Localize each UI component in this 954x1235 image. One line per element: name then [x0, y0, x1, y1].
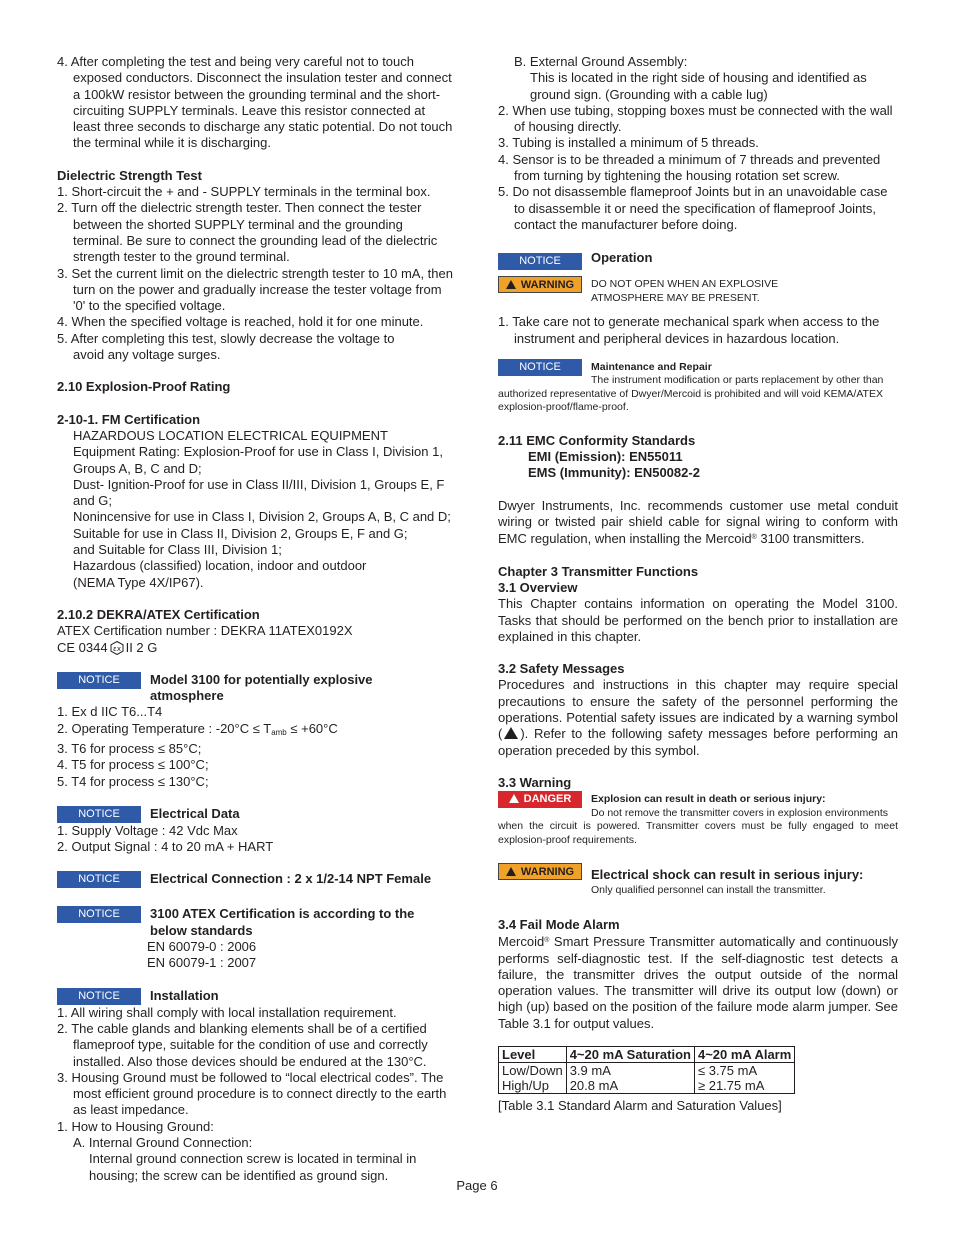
notice-operation: NOTICE Operation [498, 253, 898, 270]
safety-text: Procedures and instructions in this chapter may require special precautions to ensure the safety of the personnel performing the operations. Potential safety issues are indicated by a warning symbol ( ). Refer to the following safety messages before performing an operation preceded by this symbol. [498, 677, 898, 758]
warning-badge: WARNING [498, 276, 582, 293]
notice-badge: NOTICE [57, 806, 141, 823]
ex-hexagon-icon [110, 641, 124, 655]
tubing-list: 2. When use tubing, stopping boxes must be connected with the wall of housing directly. 3. Tubing is installed a minimum of 5 threads. 4. Sensor is to be threaded a minimum of 7 threads and prevented from turning by tightening the housing rotation set screw. 5. Do not disassemble flameproof Joints but in an unavoidable case to disassemble it or need the specification of flameproof Joints, contact the manufacturer before doing. [498, 102, 893, 232]
warning-triangle-icon [506, 280, 516, 289]
notice-maintenance: NOTICE Maintenance and Repair The instrument modification or parts replacement by other than [498, 359, 898, 388]
fm-rating: HAZARDOUS LOCATION ELECTRICAL EQUIPMENT Equipment Rating: Explosion-Proof for use in Class I, Division 1, Groups A, B, C and D; Dust- Ignition-Proof for use in Class II/III, Division 1, Groups E, F and G; Nonincensive for use in Class I, Division 2, Groups A, B, C and D; Suitable for use in Class II, Division 2, Groups E, F and G; and Suitable for Class III, Division 1; Hazardous (classified) location, indoor and outdoor (NEMA Type 4X/IP67). [73, 427, 451, 590]
notice-installation: NOTICE Installation [57, 988, 459, 1005]
page-number: Page 6 [456, 1178, 498, 1193]
fm-heading: 2-10-1. FM Certification [57, 411, 201, 427]
dielectric-heading: Dielectric Strength Test [57, 167, 202, 183]
fail-mode-heading: 3.4 Fail Mode Alarm [498, 917, 620, 932]
danger-explosion: DANGER Explosion can result in death or serious injury: Do not remove the transmitter covers in explosion environments [498, 791, 898, 820]
ce-marking: CE 0344 εx II 2 G [57, 639, 158, 655]
safety-heading: 3.2 Safety Messages [498, 661, 625, 677]
notice-badge: NOTICE [57, 906, 141, 923]
danger-badge: DANGER [498, 791, 582, 808]
warning-operation: WARNING DO NOT OPEN WHEN AN EXPLOSIVE ATMOSPHERE MAY BE PRESENT. [498, 276, 898, 305]
fail-mode-text: Mercoid® Smart Pressure Transmitter automatically and continuously performs self-diagnostic test. If the self-diagnostic test detects a failure, the transmitter drives the output outside of the normal operation values. The transmitter will drive its output low (down) or high (up) based on the position of the failure mode alarm jumper. See Table 3.1 for output values. [498, 934, 898, 1031]
installation-list: 1. All wiring shall comply with local installation requirement. 2. The cable glands and blanking elements shall be of a certified flameproof type, suitable for the condition of use and correctly installed. Also those devices should be endured at the 130°C. 3. Housing Ground must be followed to “local electrical codes”. The most efficient ground procedure is to connect directly to the earth as least impedance. 1. How to Housing Ground: A. Internal Ground Connection: Internal ground connection screw is located in terminal in housing; the screw can be identified as ground sign. [57, 1004, 447, 1183]
model-list: 1. Ex d IIC T6...T4 2. Operating Temperature : $-20^\circ C \le T_{amb} \le +60^\circ C$ 3. T6 for process ≤ 85°C; 4. T5 for process ≤ 100°C; 5. T4 for process ≤ 130°C; [57, 704, 338, 789]
table-header-row: Level 4~20 mA Saturation 4~20 mA Alarm [499, 1047, 795, 1063]
svg-text:εx: εx [112, 644, 121, 653]
right-column: B. External Ground Assembly: This is located in the right side of housing and identified as ground sign. (Grounding with a cable lug) 2. When use tubing, stopping boxes must be connected with the wall of housing directly. 3. Tubing is installed a minimum of 5 threads. 4. Sensor is to be threaded a minimum of 7 threads and prevented from turning by tightening the housing rotation set screw. 5. Do not disassemble flameproof Joints but in an unavoidable case to disassemble it or need the specification of flameproof Joints, contact the manufacturer before doing. NOTICE Operation WARNING DO NOT OPEN WHEN AN EXPLOSIVE ATMOSPHERE MAY BE PRESENT. 1. Take care not to generate mechanical spark when access to the instrument and peripheral devices in hazardous location. NOTICE Maintenance and Repair The instrument modification or parts replacement by other than authorized representative of Dwyer/Mercoid is prohibited and will void KEMA/ATEX explosion-proof/flame-proof. 2.11 EMC Conformity Standards EMI (Emission): EN55011 EMS (Immunity): EN50082-2 Dwyer Instruments, Inc. recommends customer use metal conduit wiring or twisted pair shield cable for signal wiring to conform with EMC regulation, when installing the Mercoid® 3100 transmitters. Chapter 3 Transmitter Functions 3.1 Overview This Chapter contains information on operating the Model 3100. Tasks that should be performed on the bench prior to installation are explained in this chapter. 3.2 Safety Messages Procedures and instructions in this chapter may require special precautions to ensure the safety of the personnel performing the operations. Potential safety issues are indicated by a warning symbol ( ). Refer to the following safety messages before performing an operation preceded by this symbol. 3.3 Warning DANGER Explosion can result in death or serious injury: Do not remove the transmitter covers in explosion environments when the circuit is powered. Transmitter covers must be fully engaged to meet explosion-proof requirements. WARNING Electrical shock can result in serious injury: Only qualified personnel can install the transmitter. 3.4 Fail Mode Alarm Mercoid® Smart Pressure Transmitter automatically and continuously performs self-diagnostic test. If the self-diagnostic test detects a failure, the transmitter drives the output outside of the normal operation values. The transmitter will drive its output low (down) or high (up) based on the position of the failure mode alarm jumper. See Table 3.1 for output values. Level 4~20 mA Saturation 4~20 mA Alarm Low/Down 3.9 mA ≤ 3.75 mA High/Up 20.8 mA ≥ 21.75 mA [Table 3.1 Standard Alarm and Saturation Values] [498, 54, 898, 1114]
emc-heading: 2.11 EMC Conformity Standards [498, 432, 696, 448]
warning-shock: WARNING Electrical shock can result in serious injury: Only qualified personnel can install the transmitter. [498, 863, 898, 897]
left-column: 4. After completing the test and being very careful not to touch exposed conductors. Disconnect the insulation tester and connect a 100kW resistor between the grounding terminal and the short- circuiting SUPPLY terminals. Leave this resistor connected at least three seconds to discharge any static potential. Do not touch the terminal while it is discharging. Dielectric Strength Test 1. Short-circuit the + and - SUPPLY terminals in the terminal box. 2. Turn off the dielectric strength tester. Then connect the tester between the shorted SUPPLY terminal and the grounding terminal. Be sure to connect the grounding lead of the dielectric strength tester to the ground terminal. 3. Set the current limit on the dielectric strength tester to 10 mA, then turn on the power and gradually increase the tester voltage from '0' to the specified voltage. 4. When the specified voltage is reached, hold it for one minute. 5. After completing this test, slowly decrease the voltage to avoid any voltage surges. 2.10 Explosion-Proof Rating 2-10-1. FM Certification HAZARDOUS LOCATION ELECTRICAL EQUIPMENT Equipment Rating: Explosion-Proof for use in Class I, Division 1, Groups A, B, C and D; Dust- Ignition-Proof for use in Class II/III, Division 1, Groups E, F and G; Nonincensive for use in Class I, Division 2, Groups A, B, C and D; Suitable for use in Class II, Division 2, Groups E, F and G; and Suitable for Class III, Division 1; Hazardous (classified) location, indoor and outdoor (NEMA Type 4X/IP67). 2.10.2 DEKRA/ATEX Certification ATEX Certification number : DEKRA 11ATEX0192X CE 0344 εx II 2 G NOTICE Model 3100 for potentially explosive atmosphere 1. Ex d IIC T6...T4 2. Operating Temperature : $-20^\circ C \le T_{amb} \le +60^\circ C$ 3. T6 for process ≤ 85°C; 4. T5 for process ≤ 100°C; 5. T4 for process ≤ 130°C; NOTICE Electrical Data 1. Supply Voltage : 42 Vdc Max 2. Output Signal : 4 to 20 mA + HART NOTICE Electrical Connection : 2 x 1/2-14 NPT Female NOTICE 3100 ATEX Certification is according to the below standards EN 60079-0 : 2006 EN 60079-1 : 2007 NOTICE Installation 1. All wiring shall comply with local installation requirement. 2. The cable glands and blanking elements shall be of a certified flameproof type, suitable for the condition of use and correctly installed. Also those devices should be endured at the 130°C. 3. Housing Ground must be followed to “local electrical codes”. The most efficient ground procedure is to connect directly to the earth as least impedance. 1. How to Housing Ground: A. Internal Ground Connection: Internal ground connection screw is located in terminal in housing; the screw can be identified as ground sign. [57, 54, 459, 1184]
notice-electrical-connection: NOTICE Electrical Connection : 2 x 1/2-14 NPT Female [57, 871, 459, 888]
alarm-saturation-table [498, 1046, 795, 1094]
dekra-heading: 2.10.2 DEKRA/ATEX Certification [57, 606, 260, 622]
overview-heading: 3.1 Overview [498, 579, 578, 595]
warning-heading: 3.3 Warning [498, 774, 572, 790]
chapter3-heading: Chapter 3 Transmitter Functions [498, 563, 699, 579]
table-caption: [Table 3.1 Standard Alarm and Saturation Values] [498, 1098, 782, 1114]
warning-symbol-icon [504, 727, 518, 739]
notice-badge: NOTICE [57, 871, 141, 888]
notice-badge: NOTICE [498, 253, 582, 270]
dielectric-list: 1. Short-circuit the + and - SUPPLY terminals in the terminal box. 2. Turn off the dielectric strength tester. Then connect the tester between the shorted SUPPLY terminal and the grounding terminal. Be sure to connect the grounding lead of the dielectric strength tester to the ground terminal. 3. Set the current limit on the dielectric strength tester to 10 mA, then turn on the power and gradually increase the tester voltage from '0' to the specified voltage. 4. When the specified voltage is reached, hold it for one minute. 5. After completing this test, slowly decrease the voltage to avoid any voltage surges. [57, 184, 453, 363]
notice-badge: NOTICE [57, 988, 141, 1005]
notice-electrical-data: NOTICE Electrical Data [57, 806, 459, 823]
notice-model: NOTICE Model 3100 for potentially explosive atmosphere [57, 672, 459, 705]
table-row: High/Up 20.8 mA ≥ 21.75 mA [499, 1078, 795, 1094]
warning-triangle-icon [506, 867, 516, 876]
notice-badge: NOTICE [498, 359, 582, 376]
atex-number: ATEX Certification number : DEKRA 11ATEX0192X [57, 623, 353, 639]
notice-atex-standards: NOTICE 3100 ATEX Certification is according to the below standards [57, 906, 459, 939]
danger-triangle-icon [509, 794, 519, 803]
explosion-proof-heading: 2.10 Explosion-Proof Rating [57, 379, 231, 395]
warning-badge: WARNING [498, 863, 582, 880]
notice-badge: NOTICE [57, 672, 141, 689]
table-row: Low/Down 3.9 mA ≤ 3.75 mA [499, 1063, 795, 1079]
test-step-4: 4. After completing the test and being very careful not to touch exposed conductors. Disconnect the insulation tester and connect a 100kW resistor between the grounding terminal and the short- circuiting SUPPLY terminals. Leave this resistor connected at least three seconds to discharge any static potential. Do not touch the terminal while it is discharging. [57, 54, 453, 151]
standards-list: EN 60079-0 : 2006 EN 60079-1 : 2007 [147, 939, 257, 971]
emc-text: Dwyer Instruments, Inc. recommends customer use metal conduit wiring or twisted pair shield cable for signal wiring to conform with EMC regulation, when installing the Mercoid® 3100 transmitters. [498, 497, 898, 547]
